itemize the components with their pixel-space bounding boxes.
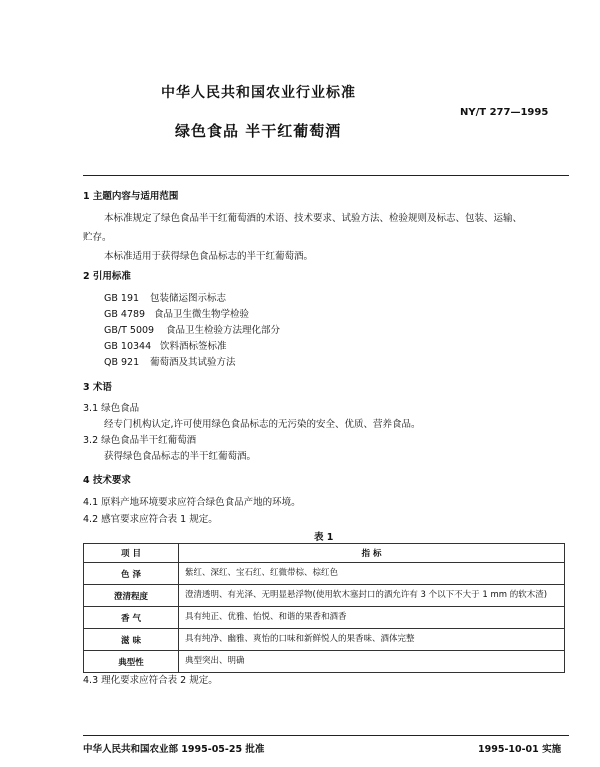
reference-code: GB 10344 [104,341,152,352]
effective-date: 1995-10-01 实施 [478,744,562,755]
section-1-para2: 本标准适用于获得绿色食品标志的半干红葡萄酒。 [104,251,314,262]
reference-code: QB 921 [104,357,140,368]
reference-item [104,322,280,336]
row-item: 典型性 [84,651,179,673]
sensory-requirements-table [83,543,565,673]
section-3-2-heading: 3.2 绿色食品半干红葡萄酒 [83,435,197,446]
reference-title: 饮料酒标签标准 [160,341,227,352]
table-caption: 表 1 [314,532,334,543]
section-3-1-heading: 3.1 绿色食品 [83,403,140,414]
table-row [84,651,565,673]
reference-title: 食品卫生检验方法理化部分 [166,325,281,336]
section-4-heading: 4 技术要求 [83,475,131,486]
reference-title: 食品卫生微生物学检验 [154,309,250,320]
table-row [84,607,565,629]
section-4-2: 4.2 感官要求应符合表 1 规定。 [83,514,218,525]
footer-divider [83,735,569,736]
row-item: 滋 味 [84,629,179,651]
row-value: 紫红、深红、宝石红、红微带棕、棕红色 [179,563,565,585]
row-value: 澄清透明、有光泽、无明显悬浮物(使用软木塞封口的酒允许有 3 个以下不大于 1 mm 的软木渣) [179,585,565,607]
document-title: 绿色食品 半干红葡萄酒 [175,122,342,140]
reference-item [104,306,249,320]
section-3-1-text: 经专门机构认定,许可使用绿色食品标志的无污染的安全、优质、营养食品。 [104,419,421,430]
table-row [84,563,565,585]
row-item: 色 泽 [84,563,179,585]
row-value: 具有纯净、幽雅、爽怡的口味和新鲜悦人的果香味、酒体完整 [179,629,565,651]
section-3-heading: 3 术语 [83,382,112,393]
reference-title: 葡萄酒及其试验方法 [150,357,236,368]
reference-item [104,290,226,304]
section-1-heading: 1 主题内容与适用范围 [83,191,179,202]
header-divider [83,175,569,176]
row-item: 香 气 [84,607,179,629]
column-header-item: 项 目 [84,544,179,563]
reference-item [104,338,227,352]
section-3-2-text: 获得绿色食品标志的半干红葡萄酒。 [104,451,257,462]
standard-number: NY/T 277—1995 [460,107,549,118]
table-row [84,629,565,651]
reference-code: GB 4789 [104,309,146,320]
section-1-para1-line1: 本标准规定了绿色食品半干红葡萄酒的术语、技术要求、试验方法、检验规则及标志、包装、运输、 [104,213,523,224]
reference-item [104,354,236,368]
row-value: 具有纯正、优雅、怡悦、和谐的果香和酒香 [179,607,565,629]
org-title: 中华人民共和国农业行业标准 [161,85,356,101]
row-value: 典型突出、明确 [179,651,565,673]
section-4-1: 4.1 原料产地环境要求应符合绿色食品产地的环境。 [83,497,301,508]
section-2-heading: 2 引用标准 [83,271,131,282]
section-4-3: 4.3 理化要求应符合表 2 规定。 [83,675,218,686]
reference-code: GB 191 [104,293,140,304]
section-1-para1-line2: 贮存。 [83,232,112,243]
approval-text: 中华人民共和国农业部 1995-05-25 批准 [83,744,265,755]
reference-code: GB/T 5009 [104,325,155,336]
table-row [84,585,565,607]
reference-title: 包装储运图示标志 [150,293,227,304]
table-header-row [84,544,565,563]
row-item: 澄清程度 [84,585,179,607]
column-header-index: 指 标 [179,544,565,563]
